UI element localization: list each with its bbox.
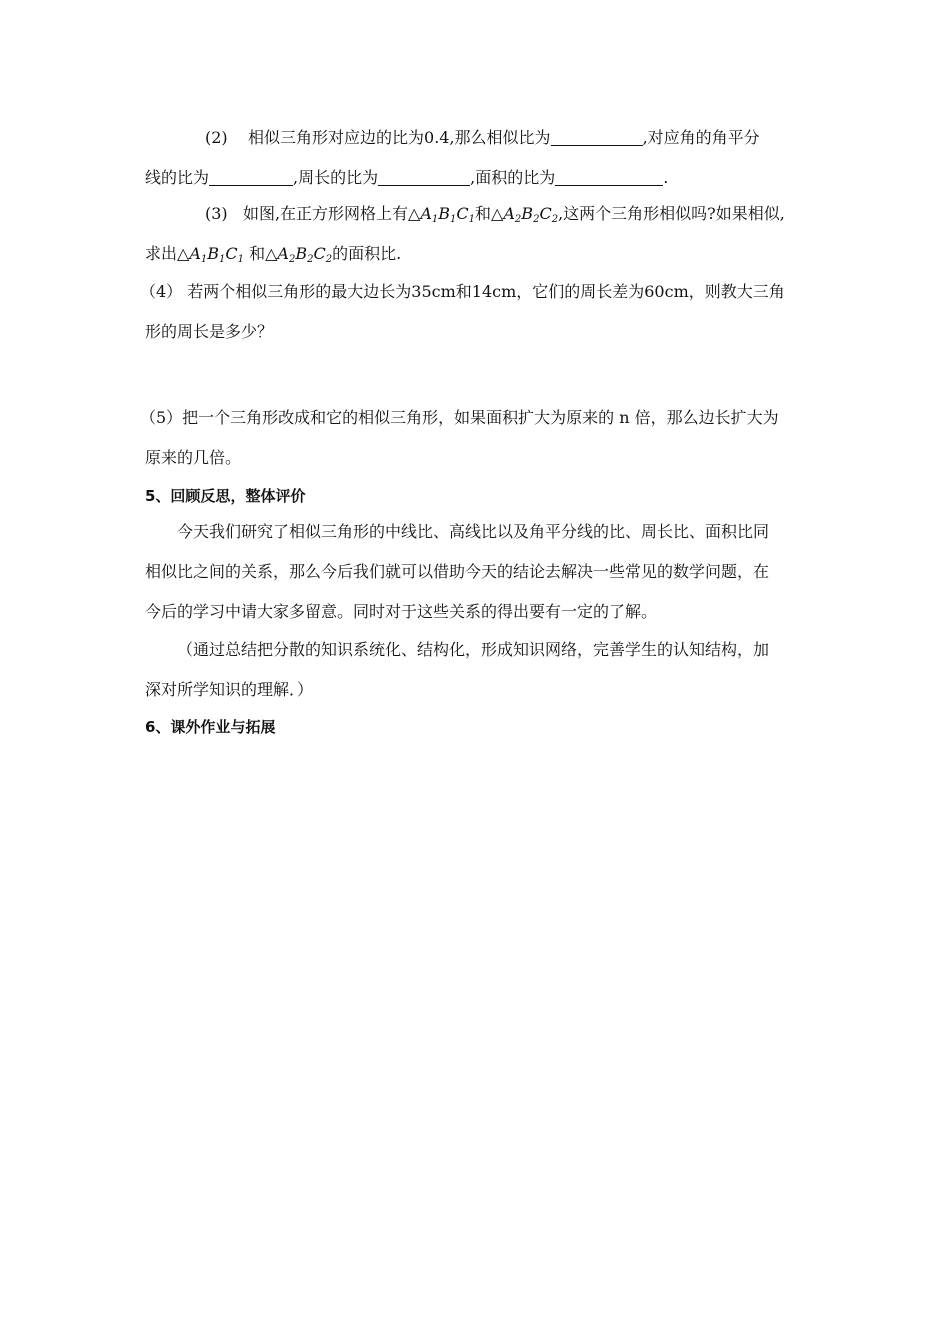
question-5-line-2: 原来的几倍。 (145, 448, 242, 467)
section-5-paragraph-2-line-2: 深对所学知识的理解．） (145, 680, 314, 699)
answer-blank-perimeter-ratio[interactable] (378, 169, 470, 186)
question-4-line-2: 形的周长是多少？ (145, 322, 274, 341)
answer-blank-similarity-ratio[interactable] (551, 129, 643, 146)
question-3-line-1: (3) 如图,在正方形网格上有$\triangle A_1B_1C_1$和$\triangle A_2B_2C_2$,这两个三角形相似吗?如果相似, (205, 204, 785, 225)
question-4-line-1: （4） 若两个相似三角形的最大边长为35cm和14cm，它们的周长差为60cm，则教大三角 (140, 282, 785, 301)
triangle-a2b2c2: $A_2B_2C_2$ (277, 244, 333, 265)
question-2-line-2: 线的比为 ,周长的比为 ,面积的比为 . (145, 168, 669, 187)
question-5-line-1: （5）把一个三角形改成和它的相似三角形，如果面积扩大为原来的 n 倍，那么边长扩大为 (140, 408, 779, 427)
section-5-paragraph-1-line-1: 今天我们研究了相似三角形的中线比、高线比以及角平分线的比、周长比、面积比同 (177, 522, 770, 541)
triangle-a1b1c1: $A_1B_1C_1$ (420, 204, 476, 225)
question-2-line-1: (2) 相似三角形对应边的比为0.4,那么相似比为 ,对应角的角平分 (205, 128, 760, 147)
triangle-a2b2c2: $A_2B_2C_2$ (503, 204, 559, 225)
section-5-heading: 5、回顾反思，整体评价 (145, 487, 306, 505)
answer-blank-area-ratio[interactable] (555, 169, 663, 186)
question-3-line-2: 求出$\triangle A_1B_1C_1$ 和$\triangle A_2B_2C_2$的面积比. (145, 244, 402, 265)
question-2-number: (2) (205, 128, 228, 147)
question-3-number: (3) (205, 204, 228, 223)
section-5-paragraph-1-line-3: 今后的学习中请大家多留意。同时对于这些关系的得出要有一定的了解。 (145, 602, 658, 621)
triangle-a1b1c1: $A_1B_1C_1$ (189, 244, 245, 265)
section-5-paragraph-2-line-1: （通过总结把分散的知识系统化、结构化，形成知识网络，完善学生的认知结构，加 (177, 640, 770, 659)
section-5-paragraph-1-line-2: 相似比之间的关系，那么今后我们就可以借助今天的结论去解决一些常见的数学问题，在 (145, 562, 770, 581)
section-6-heading: 6、课外作业与拓展 (145, 718, 276, 736)
answer-blank-bisector-ratio[interactable] (209, 169, 293, 186)
